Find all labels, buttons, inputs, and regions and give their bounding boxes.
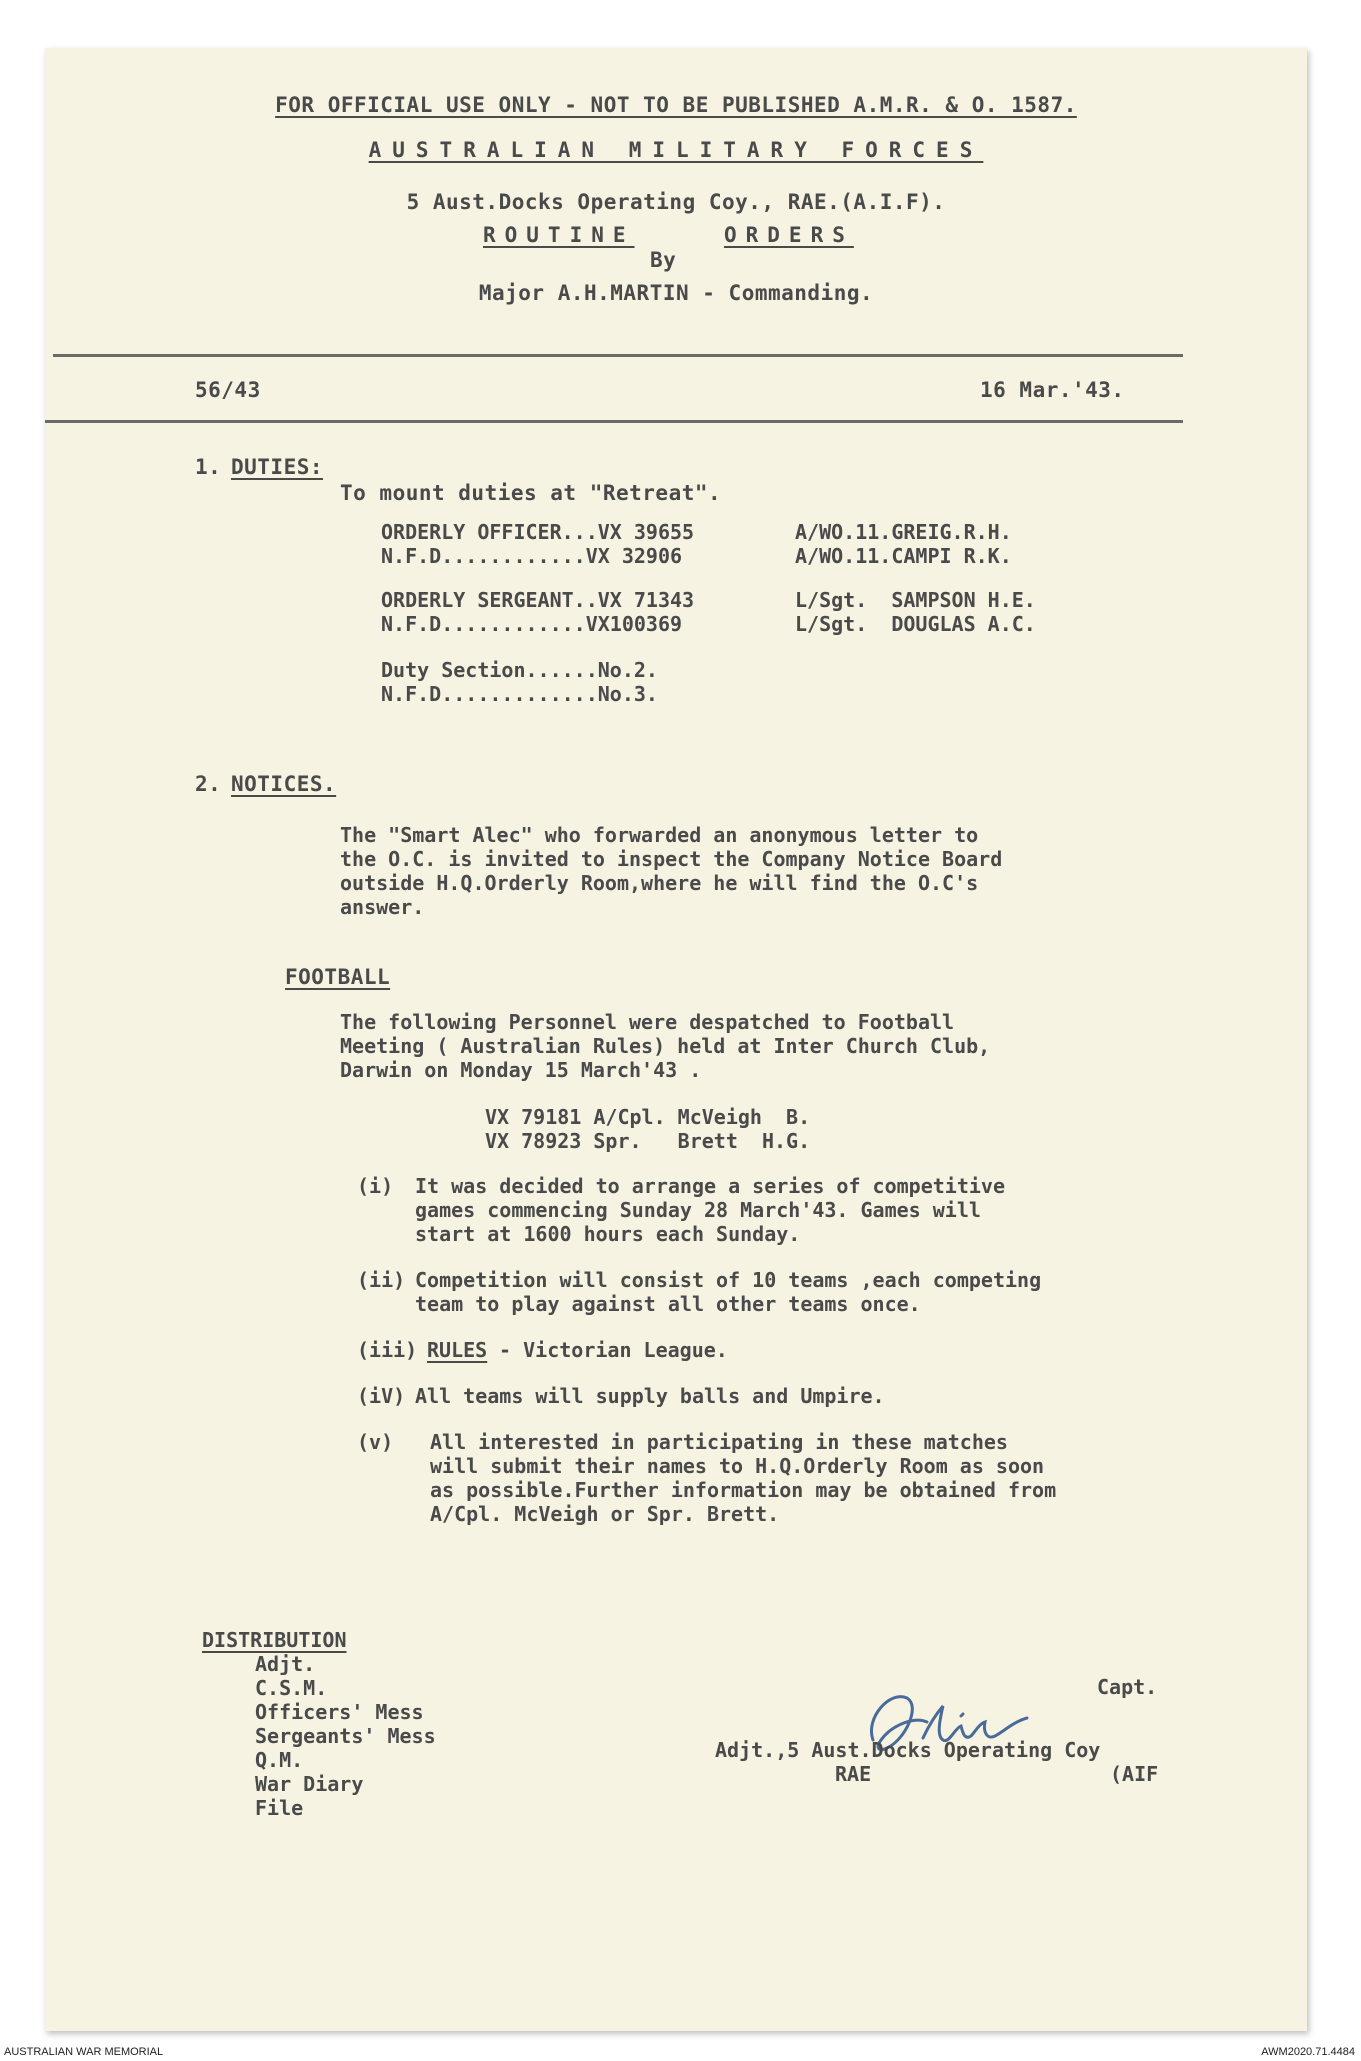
notices-line: outside H.Q.Orderly Room,where he will find the O.C's bbox=[340, 871, 979, 895]
duties-number: 1. bbox=[195, 455, 222, 479]
distribution-item: Q.M. bbox=[255, 1748, 304, 1772]
item-line: - Victorian League. bbox=[487, 1338, 728, 1362]
signature-rank: Capt. bbox=[1097, 1675, 1158, 1699]
notices-line: The "Smart Alec" who forwarded an anonymous letter to bbox=[340, 823, 979, 847]
forces-title: AUSTRALIAN MILITARY FORCES bbox=[368, 138, 984, 162]
item-number: (iV) bbox=[357, 1384, 406, 1408]
duties-heading: DUTIES: bbox=[231, 455, 324, 479]
duty-row-right: L/Sgt. SAMPSON H.E. bbox=[795, 588, 1036, 612]
notices-heading: NOTICES. bbox=[231, 772, 337, 796]
signature-line3: (AIF bbox=[1110, 1762, 1159, 1786]
football-intro-line: The following Personnel were despatched to Football bbox=[340, 1010, 955, 1034]
item-line: as possible.Further information may be obtained from bbox=[430, 1478, 1057, 1502]
football-intro-line: Meeting ( Australian Rules) held at Inter Church Club, bbox=[340, 1034, 991, 1058]
item-line: team to play against all other teams once. bbox=[415, 1292, 921, 1316]
football-heading: FOOTBALL bbox=[285, 965, 391, 989]
document-page bbox=[45, 48, 1307, 2031]
rules-label: RULES bbox=[427, 1338, 488, 1362]
item-line: start at 1600 hours each Sunday. bbox=[415, 1222, 801, 1246]
signature-line1: Adjt.,5 Aust.Docks Operating Coy bbox=[715, 1738, 1101, 1762]
item-line: Competition will consist of 10 teams ,each competing bbox=[415, 1268, 1042, 1292]
duties-intro: To mount duties at "Retreat". bbox=[340, 481, 722, 505]
personnel-line: VX 78923 Spr. Brett H.G. bbox=[485, 1129, 811, 1153]
orders-title-word2: ORDERS bbox=[724, 223, 854, 247]
classification-line: FOR OFFICIAL USE ONLY - NOT TO BE PUBLISHED A.M.R. & O. 1587. bbox=[275, 93, 1077, 117]
item-line: A/Cpl. McVeigh or Spr. Brett. bbox=[430, 1502, 780, 1526]
distribution-item: War Diary bbox=[255, 1772, 364, 1796]
item-line: games commencing Sunday 28 March'43. Games will bbox=[415, 1198, 981, 1222]
duty-row-right: A/WO.11.GREIG.R.H. bbox=[795, 520, 1012, 544]
item-line: All interested in participating in these matches bbox=[430, 1430, 1008, 1454]
distribution-heading: DISTRIBUTION bbox=[202, 1628, 347, 1652]
item-line: It was decided to arrange a series of competitive bbox=[415, 1174, 1006, 1198]
distribution-item: Sergeants' Mess bbox=[255, 1724, 436, 1748]
duty-section-row: Duty Section......No.2. bbox=[381, 658, 658, 682]
unit-name: 5 Aust.Docks Operating Coy., RAE.(A.I.F). bbox=[406, 190, 946, 214]
order-date: 16 Mar.'43. bbox=[980, 378, 1125, 402]
header-rule-bottom bbox=[45, 420, 1183, 423]
personnel-line: VX 79181 A/Cpl. McVeigh B. bbox=[485, 1105, 811, 1129]
notices-line: answer. bbox=[340, 895, 425, 919]
item-line: All teams will supply balls and Umpire. bbox=[415, 1384, 885, 1408]
header-rule-top bbox=[53, 354, 1183, 357]
duty-row-left: ORDERLY OFFICER...VX 39655 bbox=[381, 520, 695, 544]
item-number: (iii) bbox=[357, 1338, 418, 1362]
distribution-item: Adjt. bbox=[255, 1652, 316, 1676]
duty-row-left: N.F.D............VX 32906 bbox=[381, 544, 683, 568]
distribution-item: File bbox=[255, 1796, 304, 1820]
footer-accession-number: AWM2020.71.4484 bbox=[1261, 2046, 1355, 2058]
commander-line: Major A.H.MARTIN - Commanding. bbox=[478, 281, 874, 305]
duty-row-left: ORDERLY SERGEANT..VX 71343 bbox=[381, 588, 695, 612]
item-line: will submit their names to H.Q.Orderly Room as soon bbox=[430, 1454, 1045, 1478]
footer-credit: AUSTRALIAN WAR MEMORIAL bbox=[4, 2046, 164, 2058]
notices-line: the O.C. is invited to inspect the Company Notice Board bbox=[340, 847, 1003, 871]
item-number: (ii) bbox=[357, 1268, 406, 1292]
signature-line2: RAE bbox=[835, 1762, 872, 1786]
duty-row-right: A/WO.11.CAMPI R.K. bbox=[795, 544, 1012, 568]
distribution-item: Officers' Mess bbox=[255, 1700, 424, 1724]
order-number: 56/43 bbox=[195, 378, 261, 402]
item-number: (v) bbox=[357, 1430, 394, 1454]
duty-row-left: N.F.D............VX100369 bbox=[381, 612, 683, 636]
orders-title-word1: ROUTINE bbox=[483, 223, 635, 247]
item-number: (i) bbox=[357, 1174, 394, 1198]
duty-row-right: L/Sgt. DOUGLAS A.C. bbox=[795, 612, 1036, 636]
distribution-item: C.S.M. bbox=[255, 1676, 328, 1700]
notices-number: 2. bbox=[195, 772, 222, 796]
by-line: By bbox=[650, 248, 677, 272]
duty-section-row: N.F.D.............No.3. bbox=[381, 682, 658, 706]
football-intro-line: Darwin on Monday 15 March'43 . bbox=[340, 1058, 702, 1082]
